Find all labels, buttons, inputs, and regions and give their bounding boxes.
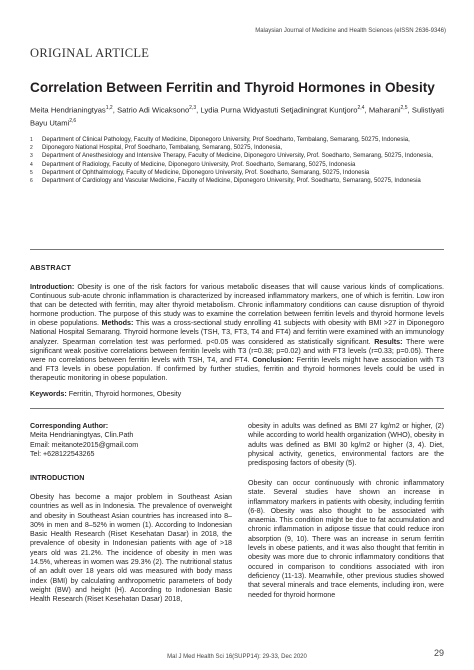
affiliation-item (30, 169, 444, 177)
author-sup: 1,2 (105, 105, 113, 111)
abstract-heading: ABSTRACT (30, 263, 72, 272)
page-footer: Mal J Med Health Sci 16(SUPP14): 29-33, Dec 2020 (167, 654, 307, 660)
abstract-results-label: Results: (374, 336, 403, 346)
affiliation-text: Diponegoro National Hospital, Prof Soedharto, Tembalang, Semarang, 50275, Indonesia, (42, 144, 283, 152)
affiliation-item (30, 161, 444, 169)
author-name: Sulistiyati Bayu Utami (30, 105, 444, 128)
affiliation-item (30, 136, 444, 144)
abstract-intro-label: Introduction: (30, 282, 75, 291)
affiliation-item (30, 144, 444, 152)
affiliation-num: 1 (30, 137, 33, 143)
section-divider (30, 408, 444, 409)
section-divider (30, 249, 444, 250)
affiliation-text: Department of Anesthesiology and Intensive Therapy, Faculty of Medicine, Diponegoro University, Prof. Soedharto, Semarang, 50275, Indonesia, (42, 152, 433, 160)
introduction-left-paragraph: Obesity has become a major problem in Southeast Asian countries as well as in Indonesia. The prevalence of overweight and obesity in Southeast Asian countries has increased into 8–30% in men and 8–52% in women (1). According to Indonesian Basic Health Research (Riset Kesehatan Dasar) in 2018, the prevalence of obesity in Indonesian patients with age of >18 years old was 21.2%. The incidence of obesity in men was 14.5%, whereas in women was 29.3% (2). The nutritional status of an adult over 18 years old was measured with body mass index (BMI) by calculating anthropometric parameters of body weight (BW) and height (H). According to Indonesian Basic Health Research (Riset Kesehatan Dasar) 2018, (30, 493, 232, 604)
keywords-text: Ferritin, Thyroid hormones, Obesity (66, 389, 182, 398)
corresponding-label: Corresponding Author: (30, 422, 109, 430)
affiliation-text: Department of Radiology, Faculty of Medicine, Diponegoro University, Prof. Soedharto, Semarang, 50275, Indonesia (42, 160, 356, 168)
abstract-results-text: There were significant weak positive correlations between ferritin levels with T3 (r=0.38; p=0.02) and with FT3 levels (r=0.33; p=0.05). There were no correlations between ferritin levels with TSH, T4, and FT4. (30, 336, 444, 364)
abstract-conclusion-text: Ferritin levels might have association with T3 and FT3 levels in obese population. If confirmed by further studies, ferritin and thyroid hormones levels could be used in therapeutic monitoring in obese population. (30, 354, 444, 382)
introduction-right-paragraph-2: Obesity can occur continuously with chronic inflammatory state. Several studies have shown an increase in inflammatory markers in patients with obesity, including ferritin (6-8). Obesity was also thought to be associated with anaemia. This condition might be due to fat accumulation and chronic inflammation in adipose tissue that could reduce iron absorption (9, 10). There was an increase in serum ferritin levels in obese patients, and it was also thought that ferritin in obesity was more due to chronic inflammatory conditions that occured in comparison to conditions associated with iron deficiency (11-13). Meanwhile, other previous studies showed that several minerals and trace elements, including iron, were needed for thyroid hormone (248, 479, 444, 599)
introduction-right-paragraph-1: obesity in adults was defined as BMI 27 kg/m2 or higher, (2) while according to world health organization (WHO), obesity in adults was defined as BMI 30 kg/m2 or higher (3, 4). Diet, physical activity, genetics, environmental factors are the predisposing factors of obesity (5). (248, 422, 444, 468)
affiliation-text: Department of Clinical Pathology, Faculty of Medicine, Diponegoro University, Prof Soedharto, Tembalang, Semarang, 50275, Indonesia, (42, 136, 410, 143)
affiliation-num: 6 (30, 178, 33, 185)
author-name: Satrio Adi Wicaksono (117, 105, 190, 115)
keywords (30, 389, 444, 398)
affiliation-text: Department of Ophthalmology, Faculty of Medicine, Diponegoro University, Prof. Soedharto, Semarang, 50275, Indonesia (42, 168, 370, 176)
article-title: Correlation Between Ferritin and Thyroid Hormones in Obesity (30, 80, 435, 95)
author-sup: 2,4 (357, 105, 365, 111)
abstract-intro-text: Obesity is one of the risk factors for various metabolic diseases that will cause various kinds of complications. Continuous sub-acute chronic inflammation is characterized by increased inflammatory markers, one of which is ferritin. Low iron that can be detected with ferritin, may alter thyroid metabolism. Chronic inflammatory conditions can cause disruption of thyroid hormone production. The purpose of this study was to examine the correlation between ferritin levels and thyroid hormone levels in obese populations. (30, 282, 444, 328)
corresponding-author (30, 422, 230, 459)
abstract-body (30, 282, 444, 382)
author-name: Meita Hendrianingtyas (30, 105, 106, 115)
author-sup: 2,6 (69, 117, 77, 124)
affiliation-list (30, 136, 444, 185)
abstract-conclusion-label: Conclusion: (252, 354, 294, 364)
section-label: ORIGINAL ARTICLE (30, 46, 150, 60)
affiliation-num: 4 (30, 161, 33, 168)
affiliation-item (30, 152, 444, 160)
affiliation-num: 3 (30, 153, 33, 160)
corresponding-email: Email: meitanote2015@gmail.com (30, 440, 139, 449)
abstract-methods-text: This was a cross-sectional study enrolling 41 subjects with obesity with BMI >27 in Diponegoro National Hospital Semarang. Thyroid hormone levels (TSH, T3, FT3, T4 and FT4) and ferritin were examined with an immunology analyzer. Spearman correlation test was performed. p<0.05 was considered as statistically significant. (30, 318, 444, 346)
author-name: Lydia Purna Widyastuti Setjadiningrat Kuntjoro (200, 105, 358, 115)
affiliation-num: 5 (30, 169, 33, 176)
corresponding-tel: Tel: +628122543265 (30, 449, 95, 458)
author-name: Maharani (368, 105, 401, 115)
affiliation-text: Department of Cardiology and Vascular Medicine, Faculty of Medicine, Diponegoro University, Prof. Soedharto, Semarang, 50275, Indonesia (42, 177, 421, 185)
author-sup: 2,3 (189, 105, 197, 111)
affiliation-num: 2 (30, 145, 33, 152)
introduction-heading: INTRODUCTION (30, 474, 85, 482)
keywords-label: Keywords: (30, 389, 67, 398)
author-sup: 2,5 (400, 105, 408, 111)
corresponding-name: Meita Hendrianingtyas, Clin.Path (30, 431, 134, 440)
page-number: 29 (433, 648, 444, 658)
abstract-methods-label: Methods: (101, 318, 134, 328)
affiliation-item (30, 177, 444, 185)
journal-header: Malaysian Journal of Medicine and Health Sciences (eISSN 2636-9346) (255, 28, 446, 34)
author-list: Meita Hendrianingtyas$^{1,2}$, Satrio Adi Wicaksono$^{2,3}$, Lydia Purna Widyastuti Setjadiningrat Kuntjoro$^{2,4}$, Maharani$^{2,5}$, Sulistiyati Bayu Utami$^{2,6}$ (30, 105, 444, 128)
